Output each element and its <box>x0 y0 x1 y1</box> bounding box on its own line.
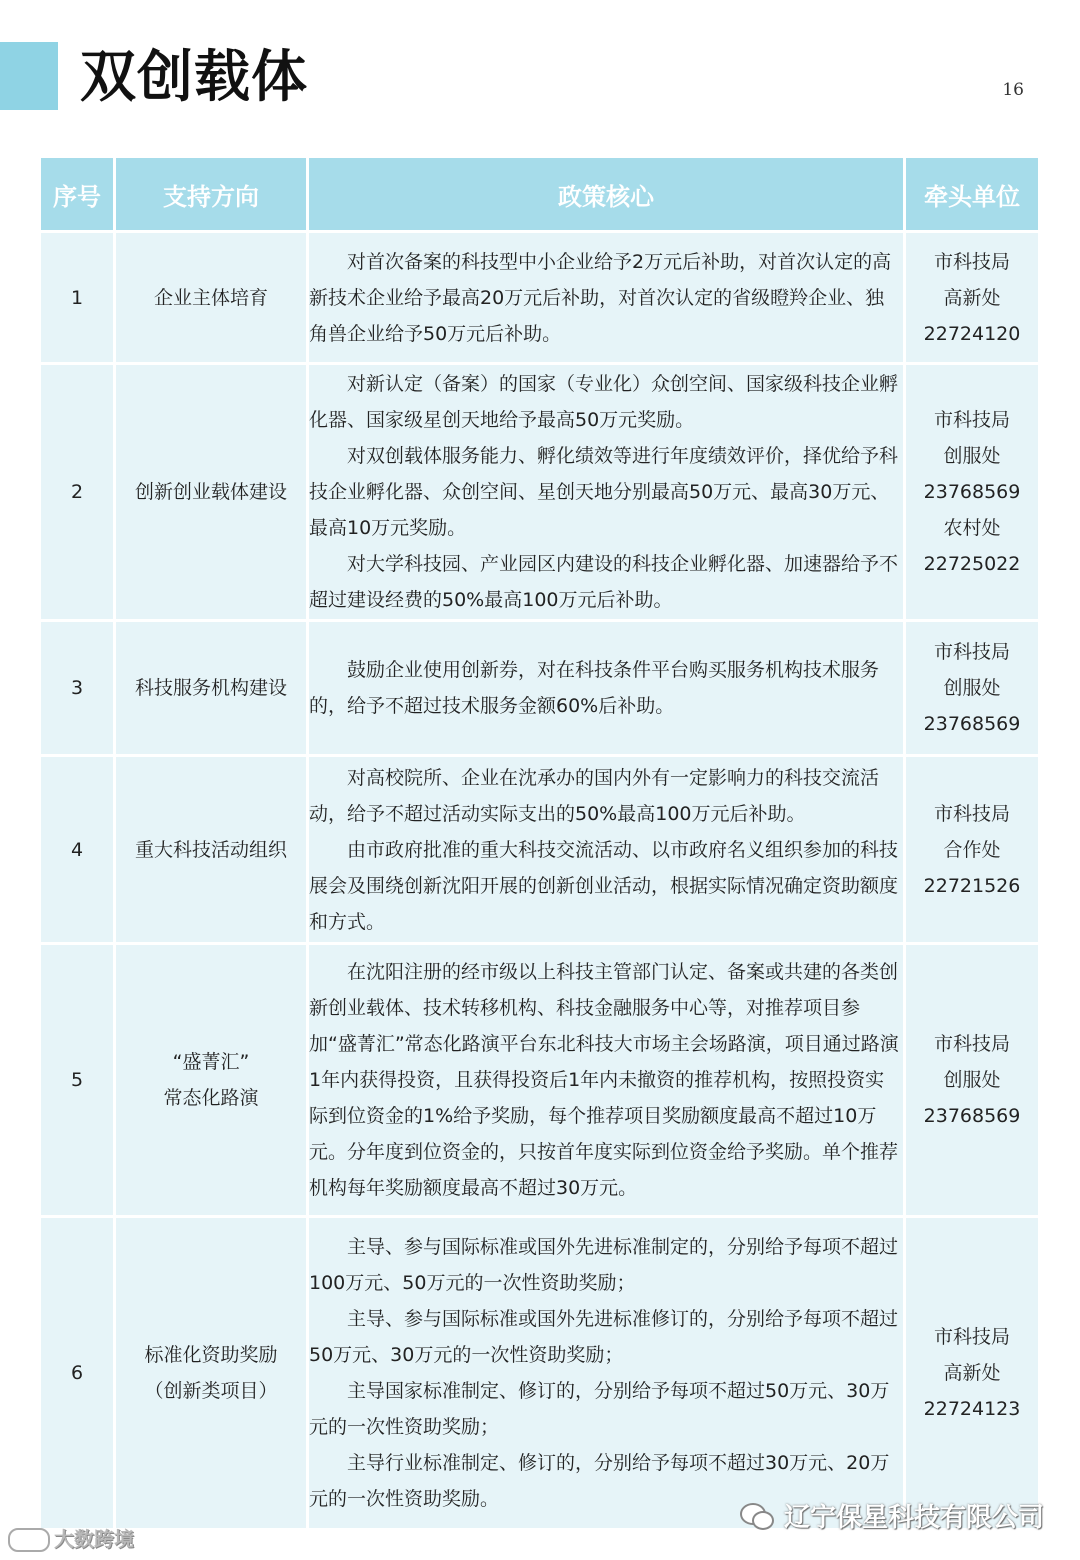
lead-unit <box>906 622 1038 754</box>
support-direction <box>116 757 306 942</box>
direction-line: 常态化路演 <box>163 1087 259 1109</box>
support-direction <box>116 233 306 362</box>
direction-line: “盛菁汇” <box>172 1051 250 1073</box>
unit-line: 创服处 <box>943 1069 1001 1091</box>
policy-paragraph: 鼓励企业使用创新券，对在科技条件平台购买服务机构技术服务的，给予不超过技术服务金额60%后补助。 <box>309 659 880 717</box>
row-number: 4 <box>41 757 113 942</box>
unit-line: 22721526 <box>923 874 1021 897</box>
table-row <box>41 365 1038 619</box>
policy-paragraph: 对新认定（备案）的国家（专业化）众创空间、国家级科技企业孵化器、国家级星创天地给予最高50万元奖励。 <box>309 373 899 431</box>
unit-line: 市科技局 <box>933 1033 1010 1055</box>
lead-unit <box>906 945 1038 1215</box>
policy-paragraph: 对高校院所、企业在沈承办的国内外有一定影响力的科技交流活动，给予不超过活动实际支出的50%最高100万元后补助。 <box>309 766 880 825</box>
table-row <box>41 757 1038 942</box>
policy-paragraph: 对双创载体服务能力、孵化绩效等进行年度绩效评价，择优给予科技企业孵化器、众创空间、星创天地分别最高50万元、最高30万元、最高10万元奖励。 <box>309 445 899 539</box>
policy-core <box>309 945 903 1215</box>
support-direction <box>116 622 306 754</box>
title-accent-block <box>0 42 58 110</box>
policy-core <box>309 233 903 362</box>
row-number: 6 <box>41 1218 113 1528</box>
watermark-left <box>8 1523 134 1553</box>
unit-line: 23768569 <box>923 713 1021 735</box>
table-row <box>41 945 1038 1215</box>
unit-line: 农村处 <box>943 517 1001 539</box>
lead-unit <box>906 365 1038 619</box>
lead-unit <box>906 233 1038 362</box>
unit-line: 23768569 <box>923 1105 1021 1127</box>
lead-unit <box>906 1218 1038 1528</box>
unit-line: 高新处 <box>943 286 1001 309</box>
unit-line: 市科技局 <box>933 1326 1010 1348</box>
policy-paragraph: 对首次备案的科技型中小企业给予2万元后补助，对首次认定的高新技术企业给予最高20万元后补助，对首次认定的省级瞪羚企业、独角兽企业给予50万元后补助。 <box>309 250 892 345</box>
table-row <box>41 233 1038 362</box>
policy-paragraph: 由市政府批准的重大科技交流活动、以市政府名义组织参加的科技展会及围绕创新沈阳开展的创新创业活动，根据实际情况确定资助额度和方式。 <box>309 838 899 933</box>
row-number: 1 <box>41 233 113 362</box>
unit-line: 市科技局 <box>933 250 1010 273</box>
policy-table <box>38 155 1041 1531</box>
table-row <box>41 1218 1038 1528</box>
unit-line: 创服处 <box>943 445 1001 467</box>
policy-core <box>309 365 903 619</box>
support-direction <box>116 945 306 1215</box>
row-number: 5 <box>41 945 113 1215</box>
direction-line: 创新创业载体建设 <box>134 481 287 503</box>
column-header-core: 政策核心 <box>309 158 903 230</box>
watermark-left-text: 大数跨境 <box>54 1526 134 1551</box>
unit-line: 高新处 <box>943 1362 1001 1384</box>
direction-line: 重大科技活动组织 <box>134 838 287 861</box>
column-header-direction: 支持方向 <box>116 158 306 230</box>
direction-line: （创新类项目） <box>144 1380 278 1402</box>
row-number: 2 <box>41 365 113 619</box>
unit-line: 市科技局 <box>933 409 1010 431</box>
unit-line: 创服处 <box>943 677 1001 699</box>
policy-core <box>309 1218 903 1528</box>
page-title: 双创载体 <box>80 45 308 110</box>
page-number: 16 <box>1002 80 1024 100</box>
column-header-no: 序号 <box>41 158 113 230</box>
direction-line: 企业主体培育 <box>153 286 268 309</box>
unit-line: 市科技局 <box>933 802 1010 825</box>
unit-line: 22724120 <box>923 322 1021 345</box>
unit-line: 22725022 <box>923 553 1021 575</box>
policy-core <box>309 757 903 942</box>
lead-unit <box>906 757 1038 942</box>
row-number: 3 <box>41 622 113 754</box>
policy-paragraph: 主导行业标准制定、修订的，分别给予每项不超过30万元、20万元的一次性资助奖励。 <box>309 1452 890 1510</box>
direction-line: 科技服务机构建设 <box>134 677 287 699</box>
policy-paragraph: 主导、参与国际标准或国外先进标准修订的，分别给予每项不超过50万元、30万元的一次性资助奖励； <box>309 1308 899 1366</box>
unit-line: 22724123 <box>923 1398 1021 1420</box>
policy-paragraph: 在沈阳注册的经市级以上科技主管部门认定、备案或共建的各类创新创业载体、技术转移机构、科技金融服务中心等，对推荐项目参加“盛菁汇”常态化路演平台东北科技大市场主会场路演，项目通过路演1年内获得投资，且获得投资后1年内未撤资的推荐机构，按照投资实际到位资金的1%给予奖励，每个推荐项目奖励额度最高不超过10万元。分年度到位资金的，只按首年度实际到位资金给予奖励。单个推荐机构每年奖励额度最高不超过30万元。 <box>309 961 899 1199</box>
support-direction <box>116 365 306 619</box>
table-row <box>41 622 1038 754</box>
unit-line: 23768569 <box>923 481 1021 503</box>
policy-paragraph: 主导国家标准制定、修订的，分别给予每项不超过50万元、30万元的一次性资助奖励； <box>309 1380 890 1438</box>
direction-line: 标准化资助奖励 <box>144 1344 278 1366</box>
support-direction <box>116 1218 306 1528</box>
policy-paragraph: 对大学科技园、产业园区内建设的科技企业孵化器、加速器给予不超过建设经费的50%最高100万元后补助。 <box>309 553 899 611</box>
unit-line: 合作处 <box>943 838 1001 861</box>
unit-line: 市科技局 <box>933 641 1010 663</box>
table-header-row <box>41 158 1038 230</box>
brand-logo-icon <box>8 1528 50 1552</box>
column-header-unit: 牵头单位 <box>906 158 1038 230</box>
policy-core <box>309 622 903 754</box>
watermark-right-text: 辽宁保星科技有限公司 <box>783 1503 1044 1533</box>
policy-paragraph: 主导、参与国际标准或国外先进标准制定的，分别给予每项不超过100万元、50万元的一次性资助奖励； <box>309 1236 899 1294</box>
watermark-right <box>740 1497 1044 1534</box>
wechat-icon <box>740 1501 776 1531</box>
